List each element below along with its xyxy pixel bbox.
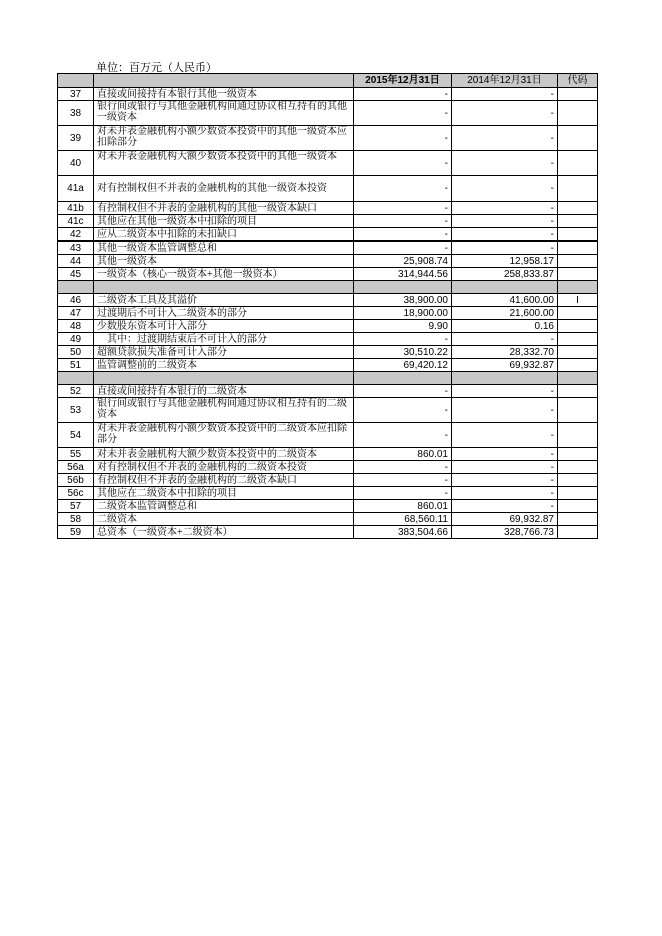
value-2014: - (452, 333, 558, 346)
row-number: 43 (58, 241, 94, 255)
table-row (58, 307, 598, 320)
section-separator-row (58, 372, 598, 385)
value-2015: 25,908.74 (354, 255, 452, 268)
row-description: 应从二级资本中扣除的未扣缺口 (94, 228, 354, 242)
row-description: 银行间或银行与其他金融机构间通过协议相互持有的二级资本 (94, 398, 354, 423)
row-code (558, 346, 598, 359)
value-2014: - (452, 385, 558, 398)
table-body (58, 88, 598, 539)
row-number: 37 (58, 88, 94, 101)
capital-table (57, 73, 598, 539)
row-code (558, 228, 598, 242)
value-2014: 69,932.87 (452, 359, 558, 372)
row-code (558, 359, 598, 372)
value-2014: - (452, 500, 558, 513)
table-row (58, 333, 598, 346)
row-description: 其他一级资本监管调整总和 (94, 241, 354, 255)
row-number: 59 (58, 526, 94, 539)
row-code (558, 101, 598, 126)
row-number: 49 (58, 333, 94, 346)
row-description: 对有控制权但不并表的金融机构的二级资本投资 (94, 461, 354, 474)
row-code (558, 241, 598, 255)
value-2015: - (354, 385, 452, 398)
row-description: 过渡期后不可计入二级资本的部分 (94, 307, 354, 320)
value-2014: - (452, 88, 558, 101)
separator-cell (558, 281, 598, 294)
row-description: 对未并表金融机构大额少数资本投资中的其他一级资本 (94, 151, 354, 176)
value-2015: 38,900.00 (354, 294, 452, 307)
row-description: 少数股东资本可计入部分 (94, 320, 354, 333)
value-2015: - (354, 101, 452, 126)
row-code (558, 448, 598, 461)
value-2015: 860.01 (354, 500, 452, 513)
row-description: 二级资本监管调整总和 (94, 500, 354, 513)
row-number: 57 (58, 500, 94, 513)
row-number: 51 (58, 359, 94, 372)
row-code (558, 268, 598, 281)
separator-cell (94, 281, 354, 294)
value-2015: - (354, 126, 452, 151)
value-2015: 383,504.66 (354, 526, 452, 539)
value-2015: - (354, 474, 452, 487)
value-2015: 18,900.00 (354, 307, 452, 320)
row-description: 二级资本工具及其溢价 (94, 294, 354, 307)
table-row (58, 320, 598, 333)
row-number: 47 (58, 307, 94, 320)
table-row (58, 513, 598, 526)
row-code (558, 333, 598, 346)
row-number: 55 (58, 448, 94, 461)
row-code (558, 487, 598, 500)
row-code (558, 500, 598, 513)
separator-cell (94, 372, 354, 385)
row-description: 直接或间接持有本银行其他一级资本 (94, 88, 354, 101)
table-row (58, 448, 598, 461)
value-2014: 69,932.87 (452, 513, 558, 526)
value-2014: 328,766.73 (452, 526, 558, 539)
row-number: 56a (58, 461, 94, 474)
table-row (58, 461, 598, 474)
row-number: 48 (58, 320, 94, 333)
value-2014: 12,958.17 (452, 255, 558, 268)
value-2015: - (354, 88, 452, 101)
value-2015: - (354, 461, 452, 474)
value-2015: - (354, 151, 452, 176)
value-2014: - (452, 215, 558, 228)
header-desc (94, 74, 354, 88)
row-code (558, 474, 598, 487)
value-2014: - (452, 487, 558, 500)
table-row (58, 228, 598, 242)
table-row (58, 241, 598, 255)
row-number: 50 (58, 346, 94, 359)
row-code (558, 461, 598, 474)
row-number: 56b (58, 474, 94, 487)
value-2015: - (354, 398, 452, 423)
value-2015: - (354, 215, 452, 228)
value-2014: 41,600.00 (452, 294, 558, 307)
row-code (558, 202, 598, 215)
row-code (558, 385, 598, 398)
row-number: 41c (58, 215, 94, 228)
row-description: 银行间或银行与其他金融机构间通过协议相互持有的其他一级资本 (94, 101, 354, 126)
value-2015: - (354, 333, 452, 346)
header-2014: 2014年12月31日 (452, 74, 558, 88)
value-2014: - (452, 151, 558, 176)
separator-cell (452, 372, 558, 385)
row-code (558, 215, 598, 228)
row-code (558, 513, 598, 526)
header-2015: 2015年12月31日 (354, 74, 452, 88)
separator-cell (452, 281, 558, 294)
row-code (558, 423, 598, 448)
row-number: 42 (58, 228, 94, 242)
row-number: 52 (58, 385, 94, 398)
row-number: 46 (58, 294, 94, 307)
row-number: 41a (58, 176, 94, 202)
table-row (58, 268, 598, 281)
table-row (58, 101, 598, 126)
row-description: 有控制权但不并表的金融机构的其他一级资本缺口 (94, 202, 354, 215)
table-row (58, 385, 598, 398)
value-2015: - (354, 228, 452, 242)
row-code: I (558, 294, 598, 307)
row-description: 直接或间接持有本银行的二级资本 (94, 385, 354, 398)
table-row (58, 176, 598, 202)
row-description: 二级资本 (94, 513, 354, 526)
row-description: 对未并表金融机构小额少数资本投资中的其他一级资本应扣除部分 (94, 126, 354, 151)
value-2015: 9.90 (354, 320, 452, 333)
table-row (58, 500, 598, 513)
row-code (558, 88, 598, 101)
table-row (58, 126, 598, 151)
value-2015: 68,560.11 (354, 513, 452, 526)
row-number: 44 (58, 255, 94, 268)
header-code: 代码 (558, 74, 598, 88)
value-2014: - (452, 423, 558, 448)
value-2014: 28,332.70 (452, 346, 558, 359)
row-number: 38 (58, 101, 94, 126)
unit-label: 单位：百万元（人民币） (96, 62, 217, 74)
value-2014: - (452, 448, 558, 461)
row-description: 总资本（一级资本+二级资本） (94, 526, 354, 539)
row-number: 56c (58, 487, 94, 500)
table-row (58, 474, 598, 487)
table-row (58, 526, 598, 539)
separator-cell (58, 372, 94, 385)
table-row (58, 487, 598, 500)
row-description: 一级资本（核心一级资本+其他一级资本） (94, 268, 354, 281)
row-description: 有控制权但不并表的金融机构的二级资本缺口 (94, 474, 354, 487)
row-description: 其他应在其他一级资本中扣除的项目 (94, 215, 354, 228)
section-separator-row (58, 281, 598, 294)
row-code (558, 307, 598, 320)
value-2014: - (452, 228, 558, 242)
row-description: 其他应在二级资本中扣除的项目 (94, 487, 354, 500)
separator-cell (558, 372, 598, 385)
value-2014: 0.16 (452, 320, 558, 333)
value-2014: 258,833.87 (452, 268, 558, 281)
value-2014: - (452, 126, 558, 151)
row-description: 其他一级资本 (94, 255, 354, 268)
separator-cell (354, 281, 452, 294)
row-code (558, 151, 598, 176)
row-number: 58 (58, 513, 94, 526)
row-number: 53 (58, 398, 94, 423)
value-2014: - (452, 241, 558, 255)
value-2014: 21,600.00 (452, 307, 558, 320)
table-row (58, 151, 598, 176)
row-code (558, 320, 598, 333)
row-code (558, 398, 598, 423)
separator-cell (58, 281, 94, 294)
row-number: 45 (58, 268, 94, 281)
value-2015: - (354, 241, 452, 255)
row-description: 对未并表金融机构小额少数资本投资中的二级资本应扣除部分 (94, 423, 354, 448)
row-number: 41b (58, 202, 94, 215)
row-code (558, 126, 598, 151)
row-description: 其中：过渡期结束后不可计入的部分 (94, 333, 354, 346)
row-code (558, 526, 598, 539)
value-2015: 314,944.56 (354, 268, 452, 281)
value-2014: - (452, 202, 558, 215)
row-code (558, 176, 598, 202)
row-description: 对未并表金融机构大额少数资本投资中的二级资本 (94, 448, 354, 461)
row-description: 超额贷款损失准备可计入部分 (94, 346, 354, 359)
value-2014: - (452, 398, 558, 423)
row-description: 监管调整前的二级资本 (94, 359, 354, 372)
table-row (58, 88, 598, 101)
row-code (558, 255, 598, 268)
value-2015: - (354, 487, 452, 500)
table-row (58, 359, 598, 372)
row-description: 对有控制权但不并表的金融机构的其他一级资本投资 (94, 176, 354, 202)
value-2014: - (452, 474, 558, 487)
header-row (58, 74, 598, 88)
value-2015: 30,510.22 (354, 346, 452, 359)
value-2015: - (354, 202, 452, 215)
value-2014: - (452, 461, 558, 474)
value-2014: - (452, 176, 558, 202)
table-row (58, 398, 598, 423)
table-row (58, 346, 598, 359)
row-number: 39 (58, 126, 94, 151)
table-row (58, 215, 598, 228)
table-row (58, 255, 598, 268)
value-2015: 860.01 (354, 448, 452, 461)
value-2015: - (354, 176, 452, 202)
table-row (58, 423, 598, 448)
value-2015: - (354, 423, 452, 448)
row-number: 40 (58, 151, 94, 176)
row-number: 54 (58, 423, 94, 448)
separator-cell (354, 372, 452, 385)
table-row (58, 294, 598, 307)
value-2014: - (452, 101, 558, 126)
value-2015: 69,420.12 (354, 359, 452, 372)
header-no (58, 74, 94, 88)
table-row (58, 202, 598, 215)
